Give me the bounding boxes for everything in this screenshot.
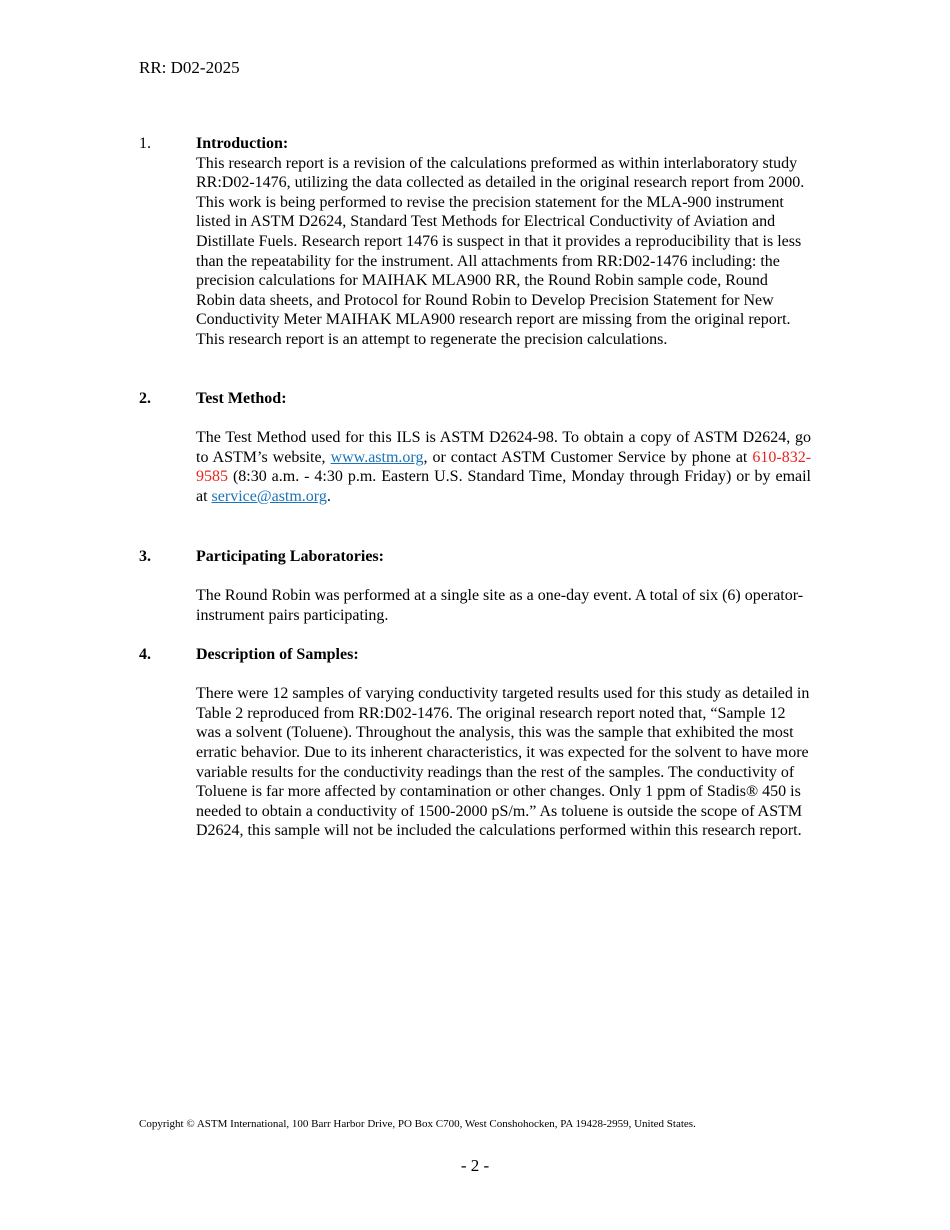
text-run: The Test Method used for this ILS is ASTM D2624-98. To obtain a copy of ASTM D2624, go to ASTM’s website, [196, 429, 811, 466]
section-number: 3. [139, 548, 151, 565]
section-title: Test Method: [196, 390, 287, 407]
astm-website-link[interactable]: www.astm.org [330, 448, 424, 466]
customer-service-phone: 610-832-9585 [196, 448, 812, 486]
copyright-footer: Copyright © ASTM International, 100 Barr Harbor Drive, PO Box C700, West Conshohocken, PA 19428-2959, United States. [139, 1118, 696, 1130]
section-test-method [139, 389, 811, 507]
section-text: This research report is a revision of the calculations preformed as within interlaboratory study RR:D02-1476, utilizing the data collected as detailed in the original research report from 2000. This work is being performed to revise the precision statement for the MLA-900 instrument listed in ASTM D2624, Standard Test Methods for Electrical Conductivity of Aviation and Distillate Fuels. Research report 1476 is suspect in that it provides a reproducibility that is less than the repeatability for the instrument. All attachments from RR:D02-1476 including: the precision calculations for MAIHAK MLA900 RR, the Round Robin sample code, Round Robin data sheets, and Protocol for Round Robin to Develop Precision Statement for New Conductivity Meter MAIHAK MLA900 research report are missing from the original report. This research report is an attempt to regenerate the precision calculations. [196, 154, 805, 348]
section-description-of-samples [139, 645, 811, 841]
section-title: Participating Laboratories: [196, 548, 384, 565]
section-text [196, 428, 811, 506]
report-id-header: RR: D02-2025 [139, 58, 240, 77]
section-number: 4. [139, 646, 151, 663]
section-number: 2. [139, 390, 151, 407]
section-text: There were 12 samples of varying conductivity targeted results used for this study as detailed in Table 2 reproduced from RR:D02-1476. The original research report noted that, “Sample 12 was a solvent (Toluene). Throughout the analysis, this was the sample that exhibited the most erratic behavior. Due to its inherent characteristics, it was expected for the solvent to have more variable results for the conductivity readings than the rest of the samples. The conductivity of Toluene is far more affected by contamination or other changes. Only 1 ppm of Stadis® 450 is needed to obtain a conductivity of 1500-2000 pS/m.” As toluene is outside the scope of ASTM D2624, this sample will not be included the calculations performed within this research report. [196, 685, 810, 840]
section-title: Description of Samples: [196, 646, 359, 663]
text-run: (8:30 a.m. - 4:30 p.m. Eastern U.S. Standard Time, Monday through Friday) or by email at [196, 468, 811, 505]
section-title: Introduction: [196, 135, 289, 152]
service-email-link[interactable]: service@astm.org [211, 487, 327, 505]
text-run: . [326, 487, 331, 505]
section-participating-laboratories [139, 547, 811, 625]
page-number: - 2 - [460, 1156, 490, 1175]
text-run: , or contact ASTM Customer Service by phone at [423, 448, 753, 466]
section-text: The Round Robin was performed at a single site as a one-day event. A total of six (6) operator-instrument pairs participating. [196, 587, 804, 624]
section-number: 1. [139, 135, 151, 152]
section-introduction [139, 134, 807, 350]
